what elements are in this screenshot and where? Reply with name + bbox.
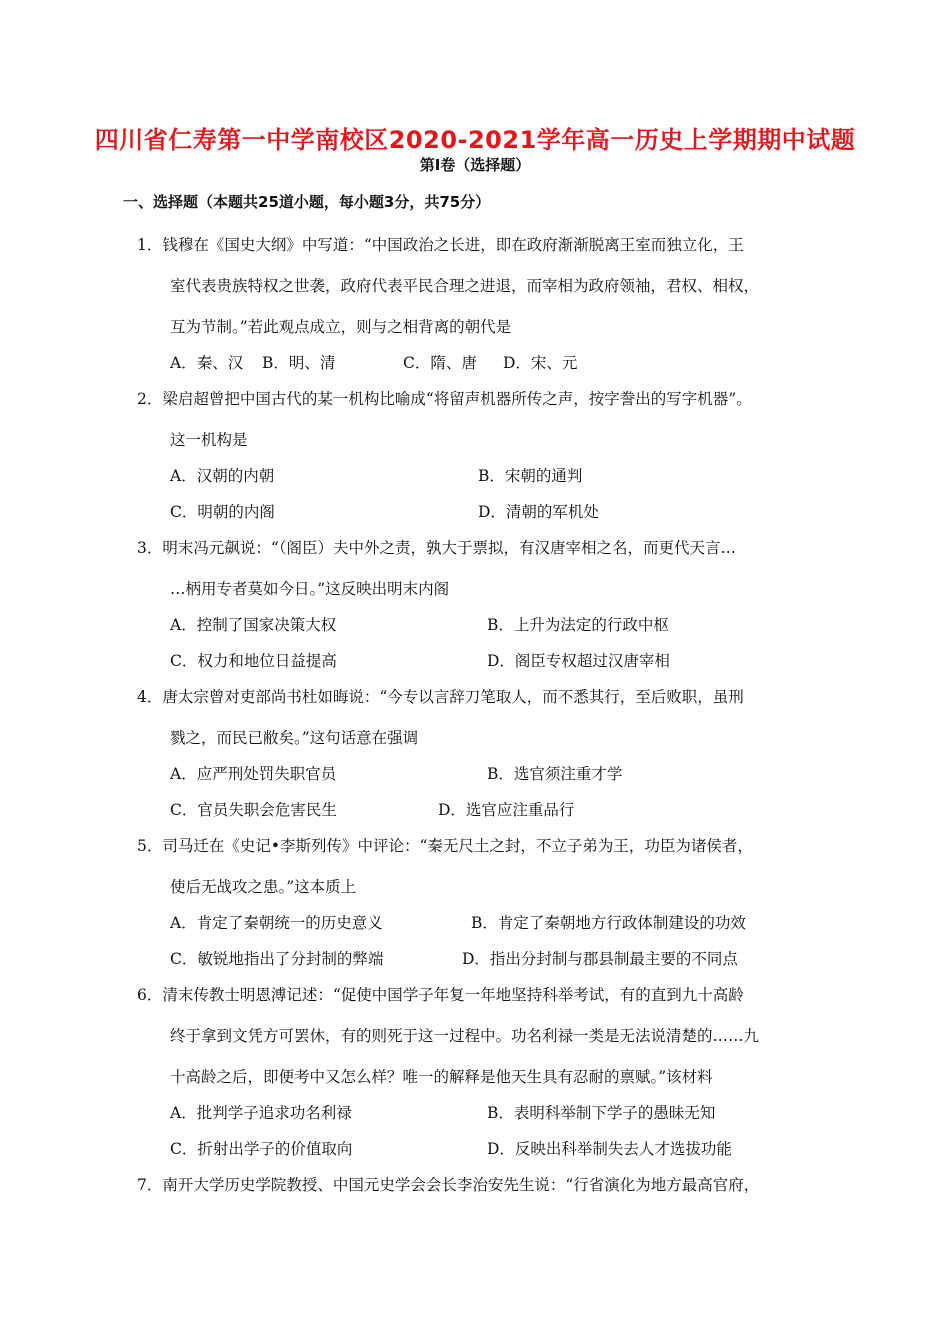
question-4-option-c[interactable]: C．官员失职会危害民生	[170, 801, 337, 819]
question-5-option-c[interactable]: C．敏锐地指出了分封制的弊端	[170, 950, 384, 968]
page-title: 四川省仁寿第一中学南校区2020-2021学年高一历史上学期期中试题	[94, 126, 856, 154]
question-4-stem-line-2: 戮之，而民已敝矣。”这句话意在强调	[170, 729, 419, 747]
question-2-stem-line-2: 这一机构是	[170, 431, 248, 449]
question-3-stem-line-2: …柄用专者莫如今日。”这反映出明末内阁	[170, 580, 450, 598]
question-1-option-b[interactable]: B．明、清	[262, 354, 336, 372]
question-1-option-d[interactable]: D．宋、元	[503, 354, 578, 372]
section-heading: 一、选择题（本题共25道小题，每小题3分，共75分）	[123, 193, 491, 211]
question-6-option-d[interactable]: D．反映出科举制失去人才选拔功能	[487, 1140, 732, 1158]
question-7-stem-line-1: 7．南开大学历史学院教授、中国元史学会会长李治安先生说：“行省演化为地方最高官府，	[137, 1176, 760, 1194]
question-6-option-c[interactable]: C．折射出学子的价值取向	[170, 1140, 353, 1158]
question-6-stem-line-2: 终于拿到文凭方可罢休，有的则死于这一过程中。功名利禄一类是无法说清楚的……九	[170, 1027, 760, 1045]
question-1-stem-line-1: 1．钱穆在《国史大纲》中写道：“中国政治之长进，即在政府渐渐脱离王室而独立化，王	[137, 236, 744, 254]
question-5-option-a[interactable]: A．肯定了秦朝统一的历史意义	[170, 914, 383, 932]
question-6-stem-line-1: 6．清末传教士明恩溥记述：“促使中国学子年复一年地坚持科举考试，有的直到九十高龄	[137, 986, 744, 1004]
question-6-option-b[interactable]: B．表明科举制下学子的愚昧无知	[487, 1104, 716, 1122]
question-6-stem-line-3: 十高龄之后，即便考中又怎么样？唯一的解释是他天生具有忍耐的禀赋。”该材料	[170, 1068, 713, 1086]
question-3-option-c[interactable]: C．权力和地位日益提高	[170, 652, 337, 670]
question-4-stem-line-1: 4．唐太宗曾对吏部尚书杜如晦说：“今专以言辞刀笔取人，而不悉其行，至后败职，虽刑	[137, 688, 744, 706]
question-3-option-d[interactable]: D．阁臣专权超过汉唐宰相	[487, 652, 670, 670]
question-2-option-d[interactable]: D．清朝的军机处	[478, 503, 599, 521]
question-1-option-a[interactable]: A．秦、汉	[170, 354, 244, 372]
question-6-option-a[interactable]: A．批判学子追求功名利禄	[170, 1104, 352, 1122]
question-2-option-b[interactable]: B．宋朝的通判	[478, 467, 583, 485]
question-1-stem-line-2: 室代表贵族特权之世袭，政府代表平民合理之进退，而宰相为政府领袖，君权、相权，	[170, 277, 760, 295]
question-4-option-d[interactable]: D．选官应注重品行	[438, 801, 575, 819]
section-subtitle: 第Ⅰ卷（选择题）	[419, 156, 531, 174]
question-5-option-d[interactable]: D．指出分封制与郡县制最主要的不同点	[462, 950, 738, 968]
question-1-option-c[interactable]: C．隋、唐	[403, 354, 477, 372]
question-5-stem-line-1: 5．司马迁在《史记•李斯列传》中评论：“秦无尺土之封，不立子弟为王，功臣为诸侯者，	[137, 837, 753, 855]
question-2-option-c[interactable]: C．明朝的内阁	[170, 503, 275, 521]
question-3-option-b[interactable]: B．上升为法定的行政中枢	[487, 616, 669, 634]
question-1-stem-line-3: 互为节制。”若此观点成立，则与之相背离的朝代是	[170, 318, 512, 336]
question-5-option-b[interactable]: B．肯定了秦朝地方行政体制建设的功效	[471, 914, 746, 932]
question-3-stem-line-1: 3．明末冯元飙说：“（阁臣）夫中外之责，孰大于票拟，有汉唐宰相之名，而更代天言…	[137, 539, 737, 557]
question-2-option-a[interactable]: A．汉朝的内朝	[170, 467, 275, 485]
question-2-stem-line-1: 2．梁启超曾把中国古代的某一机构比喻成“将留声机器所传之声，按字誊出的写字机器”。	[137, 390, 752, 408]
question-3-option-a[interactable]: A．控制了国家决策大权	[170, 616, 337, 634]
question-4-option-a[interactable]: A．应严刑处罚失职官员	[170, 765, 337, 783]
question-5-stem-line-2: 使后无战攻之患。”这本质上	[170, 878, 357, 896]
question-4-option-b[interactable]: B．选官须注重才学	[487, 765, 623, 783]
